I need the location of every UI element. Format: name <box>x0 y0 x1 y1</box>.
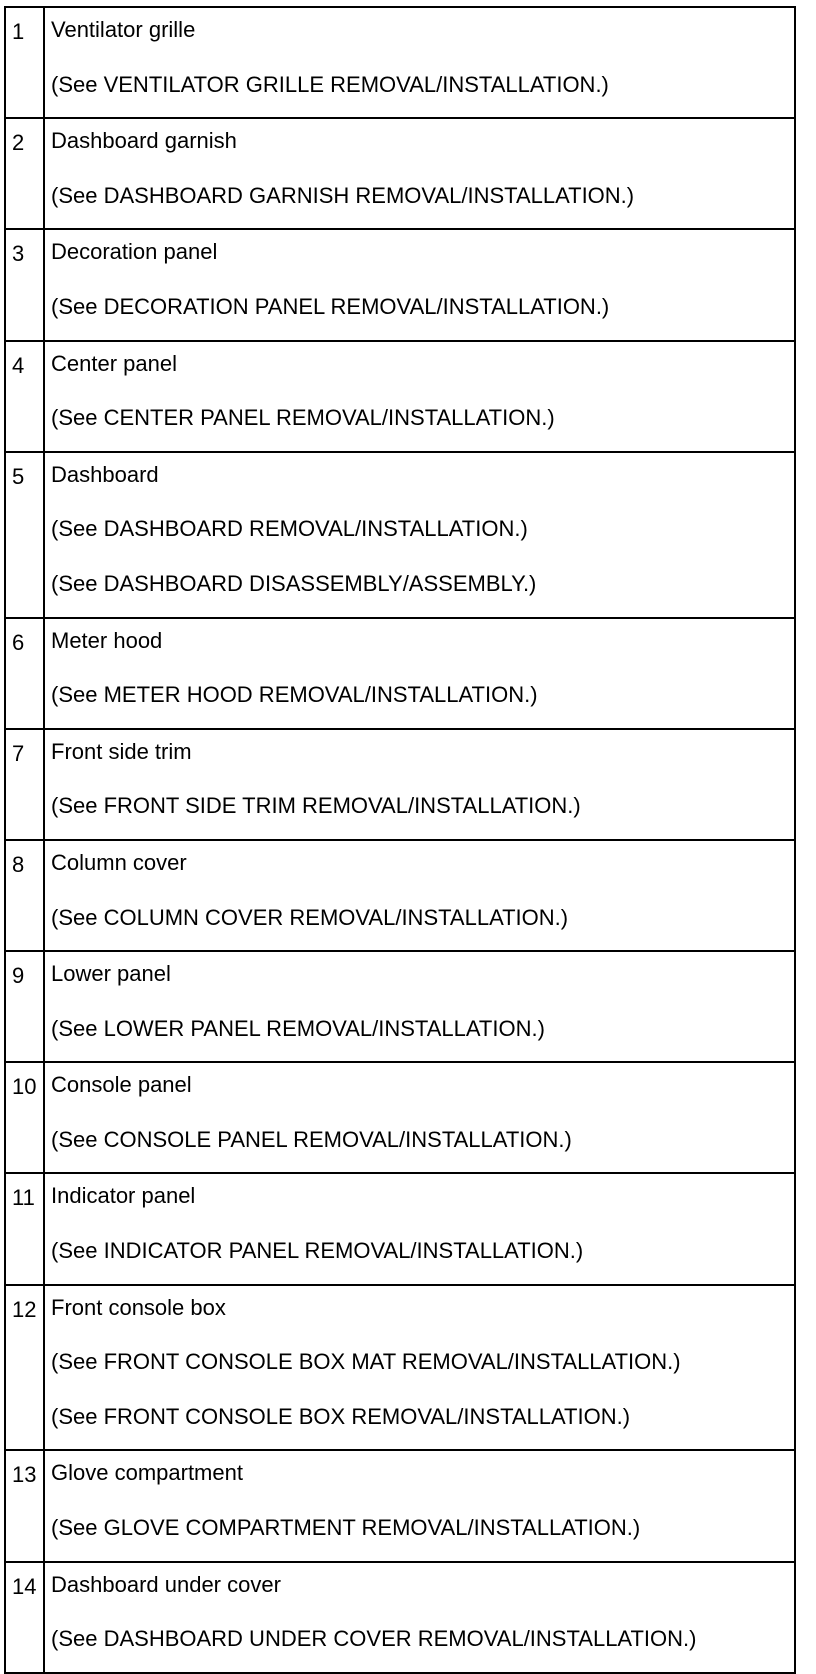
item-number: 9 <box>5 951 44 1062</box>
table-row <box>5 951 795 1062</box>
table-row <box>5 1285 795 1451</box>
item-name: Dashboard garnish <box>51 128 237 154</box>
table-row <box>5 1562 795 1673</box>
item-name: Center panel <box>51 350 177 376</box>
item-name: Decoration panel <box>51 239 218 265</box>
item-content <box>44 729 795 840</box>
item-content <box>44 618 795 729</box>
item-content <box>44 7 795 118</box>
item-reference: (See LOWER PANEL REMOVAL/INSTALLATION.) <box>51 1015 545 1041</box>
item-reference: (See COLUMN COVER REMOVAL/INSTALLATION.) <box>51 904 569 930</box>
table-row <box>5 1450 795 1561</box>
table-row <box>5 618 795 729</box>
item-number: 3 <box>5 229 44 340</box>
item-number: 14 <box>5 1562 44 1673</box>
table-row <box>5 341 795 452</box>
item-content <box>44 840 795 951</box>
item-number: 11 <box>5 1173 44 1284</box>
item-number: 2 <box>5 118 44 229</box>
table-row <box>5 840 795 951</box>
item-content <box>44 1062 795 1173</box>
item-reference: (See FRONT SIDE TRIM REMOVAL/INSTALLATION.) <box>51 793 581 819</box>
item-name: Lower panel <box>51 961 171 987</box>
item-number: 6 <box>5 618 44 729</box>
item-reference: (See DASHBOARD GARNISH REMOVAL/INSTALLATION.) <box>51 182 635 208</box>
item-content <box>44 1285 795 1451</box>
item-name: Front console box <box>51 1294 226 1320</box>
item-name: Front side trim <box>51 738 192 764</box>
item-reference: (See VENTILATOR GRILLE REMOVAL/INSTALLATION.) <box>51 71 609 97</box>
item-content <box>44 452 795 618</box>
item-name: Indicator panel <box>51 1183 196 1209</box>
item-number: 8 <box>5 840 44 951</box>
item-name: Meter hood <box>51 627 163 653</box>
item-content <box>44 1450 795 1561</box>
item-name: Dashboard under cover <box>51 1571 281 1597</box>
item-name: Column cover <box>51 849 187 875</box>
item-number: 12 <box>5 1285 44 1451</box>
table-body <box>5 7 795 1673</box>
item-name: Ventilator grille <box>51 17 196 42</box>
item-reference: (See METER HOOD REMOVAL/INSTALLATION.) <box>51 682 538 708</box>
table-row <box>5 729 795 840</box>
procedure-table <box>4 6 796 1674</box>
table-row <box>5 118 795 229</box>
item-reference: (See CONSOLE PANEL REMOVAL/INSTALLATION.) <box>51 1126 572 1152</box>
table-row <box>5 229 795 340</box>
item-content <box>44 1562 795 1673</box>
item-reference: (See INDICATOR PANEL REMOVAL/INSTALLATION.) <box>51 1238 584 1264</box>
item-reference: (See DASHBOARD REMOVAL/INSTALLATION.) <box>51 516 528 542</box>
item-number: 10 <box>5 1062 44 1173</box>
table-row <box>5 1173 795 1284</box>
item-number: 7 <box>5 729 44 840</box>
item-reference: (See FRONT CONSOLE BOX MAT REMOVAL/INSTALLATION.) <box>51 1349 681 1375</box>
item-number: 1 <box>5 7 44 118</box>
item-content <box>44 1173 795 1284</box>
item-number: 4 <box>5 341 44 452</box>
table-row <box>5 452 795 618</box>
item-reference: (See DECORATION PANEL REMOVAL/INSTALLATION.) <box>51 293 610 319</box>
item-reference: (See CENTER PANEL REMOVAL/INSTALLATION.) <box>51 405 555 431</box>
table-row <box>5 1062 795 1173</box>
item-reference: (See GLOVE COMPARTMENT REMOVAL/INSTALLATION.) <box>51 1515 641 1541</box>
item-reference: (See FRONT CONSOLE BOX REMOVAL/INSTALLATION.) <box>51 1403 631 1429</box>
item-number: 5 <box>5 452 44 618</box>
item-content <box>44 118 795 229</box>
item-name: Dashboard <box>51 461 159 487</box>
item-name: Console panel <box>51 1072 192 1098</box>
item-content <box>44 229 795 340</box>
item-content <box>44 341 795 452</box>
item-name: Glove compartment <box>51 1460 243 1486</box>
item-content <box>44 951 795 1062</box>
table-row <box>5 7 795 118</box>
item-reference: (See DASHBOARD DISASSEMBLY/ASSEMBLY.) <box>51 570 537 596</box>
item-number: 13 <box>5 1450 44 1561</box>
item-reference: (See DASHBOARD UNDER COVER REMOVAL/INSTALLATION.) <box>51 1626 697 1652</box>
